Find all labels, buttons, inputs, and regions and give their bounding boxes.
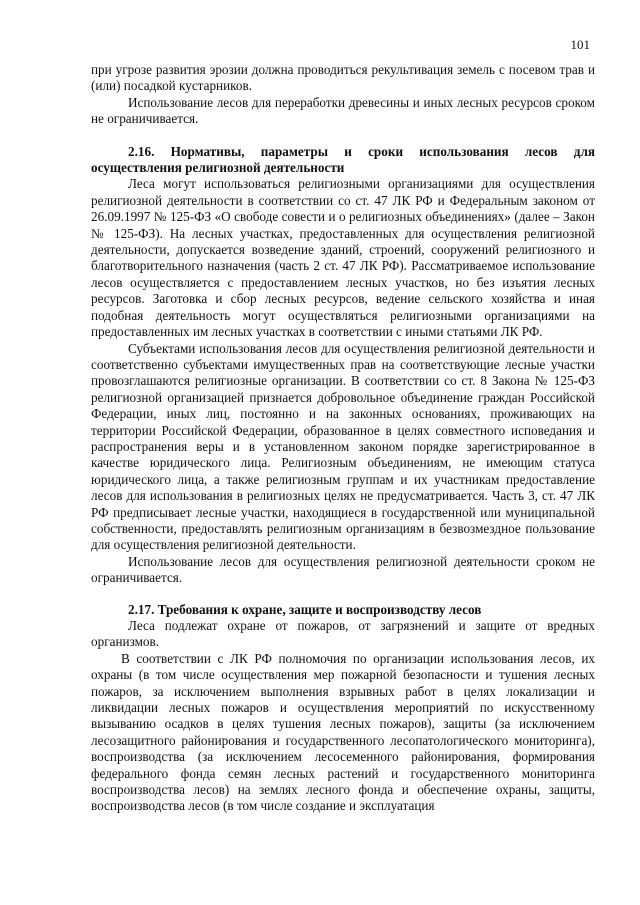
paragraph-wood-processing: Использование лесов для переработки древесины и иных лесных ресурсов сроком не ограничивается. xyxy=(91,94,595,127)
section-heading-2-16: 2.16. Нормативы, параметры и сроки использования лесов для осуществления религиозной деятельности xyxy=(91,143,595,176)
paragraph-forest-protection: Леса подлежат охране от пожаров, от загрязнений и защите от вредных организмов. xyxy=(91,618,595,650)
paragraph-religious-term: Использование лесов для осуществления религиозной деятельности сроком не ограничивается. xyxy=(91,553,595,586)
page-number: 101 xyxy=(570,37,590,52)
paragraph-lk-rf-powers: В соответствии с ЛК РФ полномочия по организации использования лесов, их охраны (в том числе осуществления мер пожарной безопасности и тушения лесных пожаров, за исключением выполнения взрывных работ в целях локализации и ликвидации лесных пожаров и осуществления мероприятий по искусственному вызыванию осадков в целях тушения лесных пожаров), защиты (за исключением лесозащитного районирования и государственного лесопатологического мониторинга), воспроизводства (за исключением лесосеменного районирования, формирования федерального фонда семян лесных растений и государственного мониторинга воспроизводства лесов) на землях лесного фонда и обеспечение охраны, защиты, воспроизводства лесов (в том числе создание и эксплуатация xyxy=(91,650,595,814)
section-heading-2-17: 2.17. Требования к охране, защите и воспроизводству лесов xyxy=(128,601,482,617)
page-content xyxy=(91,62,595,815)
paragraph-religious-use: Леса могут использоваться религиозными организациями для осуществления религиозной деятельности в соответствии со ст. 47 ЛК РФ и Федеральным законом от 26.09.1997 № 125-ФЗ «О свободе совести и о религиозных объединениях» (далее – Закон № 125-ФЗ). На лесных участках, предоставленных для осуществления религиозной деятельности, допускается возведение зданий, строений, сооружений религиозного и благотворительного назначения (часть 2 ст. 47 ЛК РФ). Рассматриваемое использование лесов осуществляется с предоставлением лесных участков, но без изъятия лесных ресурсов. Заготовка и сбор лесных ресурсов, ведение сельского хозяйства и иная подобная деятельность могут осуществляться религиозными организациями на предоставленных им лесных участках в соответствии с иными статьями ЛК РФ. xyxy=(91,176,595,340)
paragraph-religious-subjects: Субъектами использования лесов для осуществления религиозной деятельности и соответственно субъектами имущественных прав на соответствующие лесные участки провозглашаются религиозные организации. В соответствии со ст. 8 Закона № 125-ФЗ религиозной организацией признается добровольное объединение граждан Российской Федерации, иных лиц, постоянно и на законных основаниях, проживающих на территории Российской Федерации, образованное в целях совместного исповедания и распространения веры и в установленном законом порядке зарегистрированное в качестве юридического лица. Религиозным объединениям, не имеющим статуса юридического лица, а также религиозным группам и их участникам предоставление лесов для использования в религиозных целях не предусматривается. Часть 3, ст. 47 ЛК РФ предписывает лесные участки, находящиеся в государственной или муниципальной собственности, предоставлять религиозным организациям в безвозмездное пользование для осуществления религиозной деятельности. xyxy=(91,340,595,553)
paragraph-erosion: при угрозе развития эрозии должна проводиться рекультивация земель с посевом трав и (или) посадкой кустарников. xyxy=(91,62,595,94)
